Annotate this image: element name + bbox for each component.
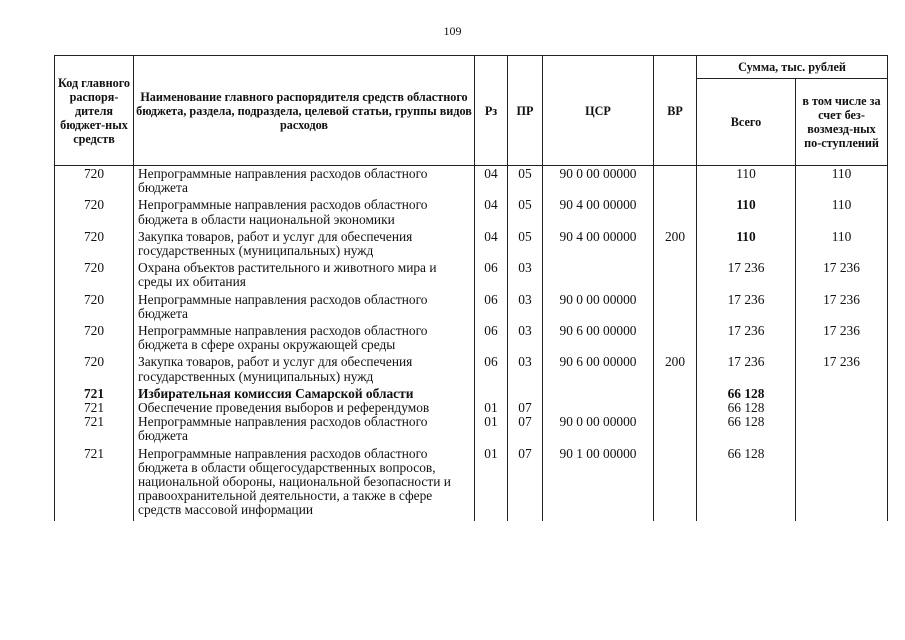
cell-total: 66 128 [697,387,796,401]
table-row [55,166,888,199]
cell-rz: 06 [475,355,508,386]
header-total: Всего [697,79,796,166]
cell-code: 720 [55,355,134,386]
cell-csr [543,261,654,292]
header-incl: в том числе за счет без-возмезд-ных по-ступлений [796,79,888,166]
header-name: Наименование главного распорядителя средств областного бюджета, раздела, подраздела, целевой статьи, группы видов расходов [134,56,475,166]
cell-vr [654,166,697,199]
table-row [55,447,888,521]
cell-code: 720 [55,230,134,261]
budget-table [54,55,888,521]
cell-csr: 90 0 00 00000 [543,415,654,446]
cell-total: 110 [697,166,796,199]
cell-name: Избирательная комиссия Самарской области [134,387,475,401]
table-row [55,415,888,446]
cell-incl: 17 236 [796,293,888,324]
cell-name: Охрана объектов растительного и животного мира и среды их обитания [134,261,475,292]
cell-code: 720 [55,293,134,324]
table-row [55,261,888,292]
cell-code: 721 [55,387,134,401]
header-rz: Рз [475,56,508,166]
table-row-section [55,387,888,401]
cell-pr [508,387,543,401]
table-row [55,355,888,386]
cell-pr: 05 [508,230,543,261]
header-vr: ВР [654,56,697,166]
cell-rz: 04 [475,166,508,199]
table-row [55,401,888,415]
cell-total: 17 236 [697,324,796,355]
cell-vr [654,387,697,401]
header-csr: ЦСР [543,56,654,166]
cell-code: 720 [55,324,134,355]
cell-rz: 01 [475,401,508,415]
cell-csr: 90 6 00 00000 [543,324,654,355]
cell-total: 110 [697,198,796,229]
cell-rz: 01 [475,415,508,446]
cell-incl: 110 [796,166,888,199]
cell-name: Непрограммные направления расходов областного бюджета в области национальной экономики [134,198,475,229]
cell-code: 721 [55,401,134,415]
cell-rz [475,387,508,401]
header-pr: ПР [508,56,543,166]
cell-pr: 07 [508,447,543,521]
cell-total: 66 128 [697,415,796,446]
cell-name: Непрограммные направления расходов областного бюджета [134,166,475,199]
cell-rz: 01 [475,447,508,521]
cell-rz: 04 [475,230,508,261]
cell-rz: 06 [475,324,508,355]
cell-incl: 17 236 [796,355,888,386]
cell-vr: 200 [654,230,697,261]
cell-rz: 06 [475,293,508,324]
cell-total: 110 [697,230,796,261]
cell-incl: 17 236 [796,324,888,355]
table-row [55,230,888,261]
cell-vr [654,261,697,292]
cell-csr: 90 4 00 00000 [543,230,654,261]
cell-pr: 03 [508,355,543,386]
cell-name: Непрограммные направления расходов областного бюджета [134,415,475,446]
cell-vr [654,401,697,415]
cell-vr [654,415,697,446]
cell-incl [796,387,888,401]
header-sum: Сумма, тыс. рублей [697,56,888,79]
page-number: 109 [443,24,462,38]
cell-pr: 07 [508,401,543,415]
cell-pr: 07 [508,415,543,446]
cell-pr: 03 [508,324,543,355]
cell-name: Обеспечение проведения выборов и референдумов [134,401,475,415]
cell-total: 66 128 [697,447,796,521]
cell-pr: 03 [508,293,543,324]
cell-total: 17 236 [697,355,796,386]
cell-name: Закупка товаров, работ и услуг для обеспечения государственных (муниципальных) нужд [134,355,475,386]
table-row [55,198,888,229]
cell-name: Непрограммные направления расходов областного бюджета [134,293,475,324]
cell-incl [796,401,888,415]
cell-incl [796,415,888,446]
cell-total: 17 236 [697,293,796,324]
cell-code: 720 [55,166,134,199]
cell-incl: 110 [796,230,888,261]
cell-csr: 90 1 00 00000 [543,447,654,521]
cell-incl [796,447,888,521]
cell-total: 66 128 [697,401,796,415]
cell-csr: 90 0 00 00000 [543,293,654,324]
cell-pr: 03 [508,261,543,292]
cell-csr [543,387,654,401]
cell-csr [543,401,654,415]
cell-name: Непрограммные направления расходов областного бюджета в сфере охраны окружающей среды [134,324,475,355]
cell-vr: 200 [654,355,697,386]
cell-name: Закупка товаров, работ и услуг для обеспечения государственных (муниципальных) нужд [134,230,475,261]
cell-csr: 90 4 00 00000 [543,198,654,229]
cell-vr [654,293,697,324]
cell-total: 17 236 [697,261,796,292]
cell-code: 720 [55,198,134,229]
cell-pr: 05 [508,198,543,229]
header-code: Код главного распоря-дителя бюджет-ных средств [55,56,134,166]
cell-rz: 04 [475,198,508,229]
cell-csr: 90 0 00 00000 [543,166,654,199]
cell-code: 721 [55,415,134,446]
table-row [55,293,888,324]
cell-incl: 110 [796,198,888,229]
cell-code: 720 [55,261,134,292]
cell-vr [654,198,697,229]
cell-name: Непрограммные направления расходов областного бюджета в области общегосударственных вопросов, национальной обороны, национальной безопасности и правоохранительной деятельности, а также в сфере средств массовой информации [134,447,475,521]
cell-code: 721 [55,447,134,521]
cell-csr: 90 6 00 00000 [543,355,654,386]
cell-vr [654,324,697,355]
table-row [55,324,888,355]
cell-vr [654,447,697,521]
cell-pr: 05 [508,166,543,199]
cell-rz: 06 [475,261,508,292]
cell-incl: 17 236 [796,261,888,292]
